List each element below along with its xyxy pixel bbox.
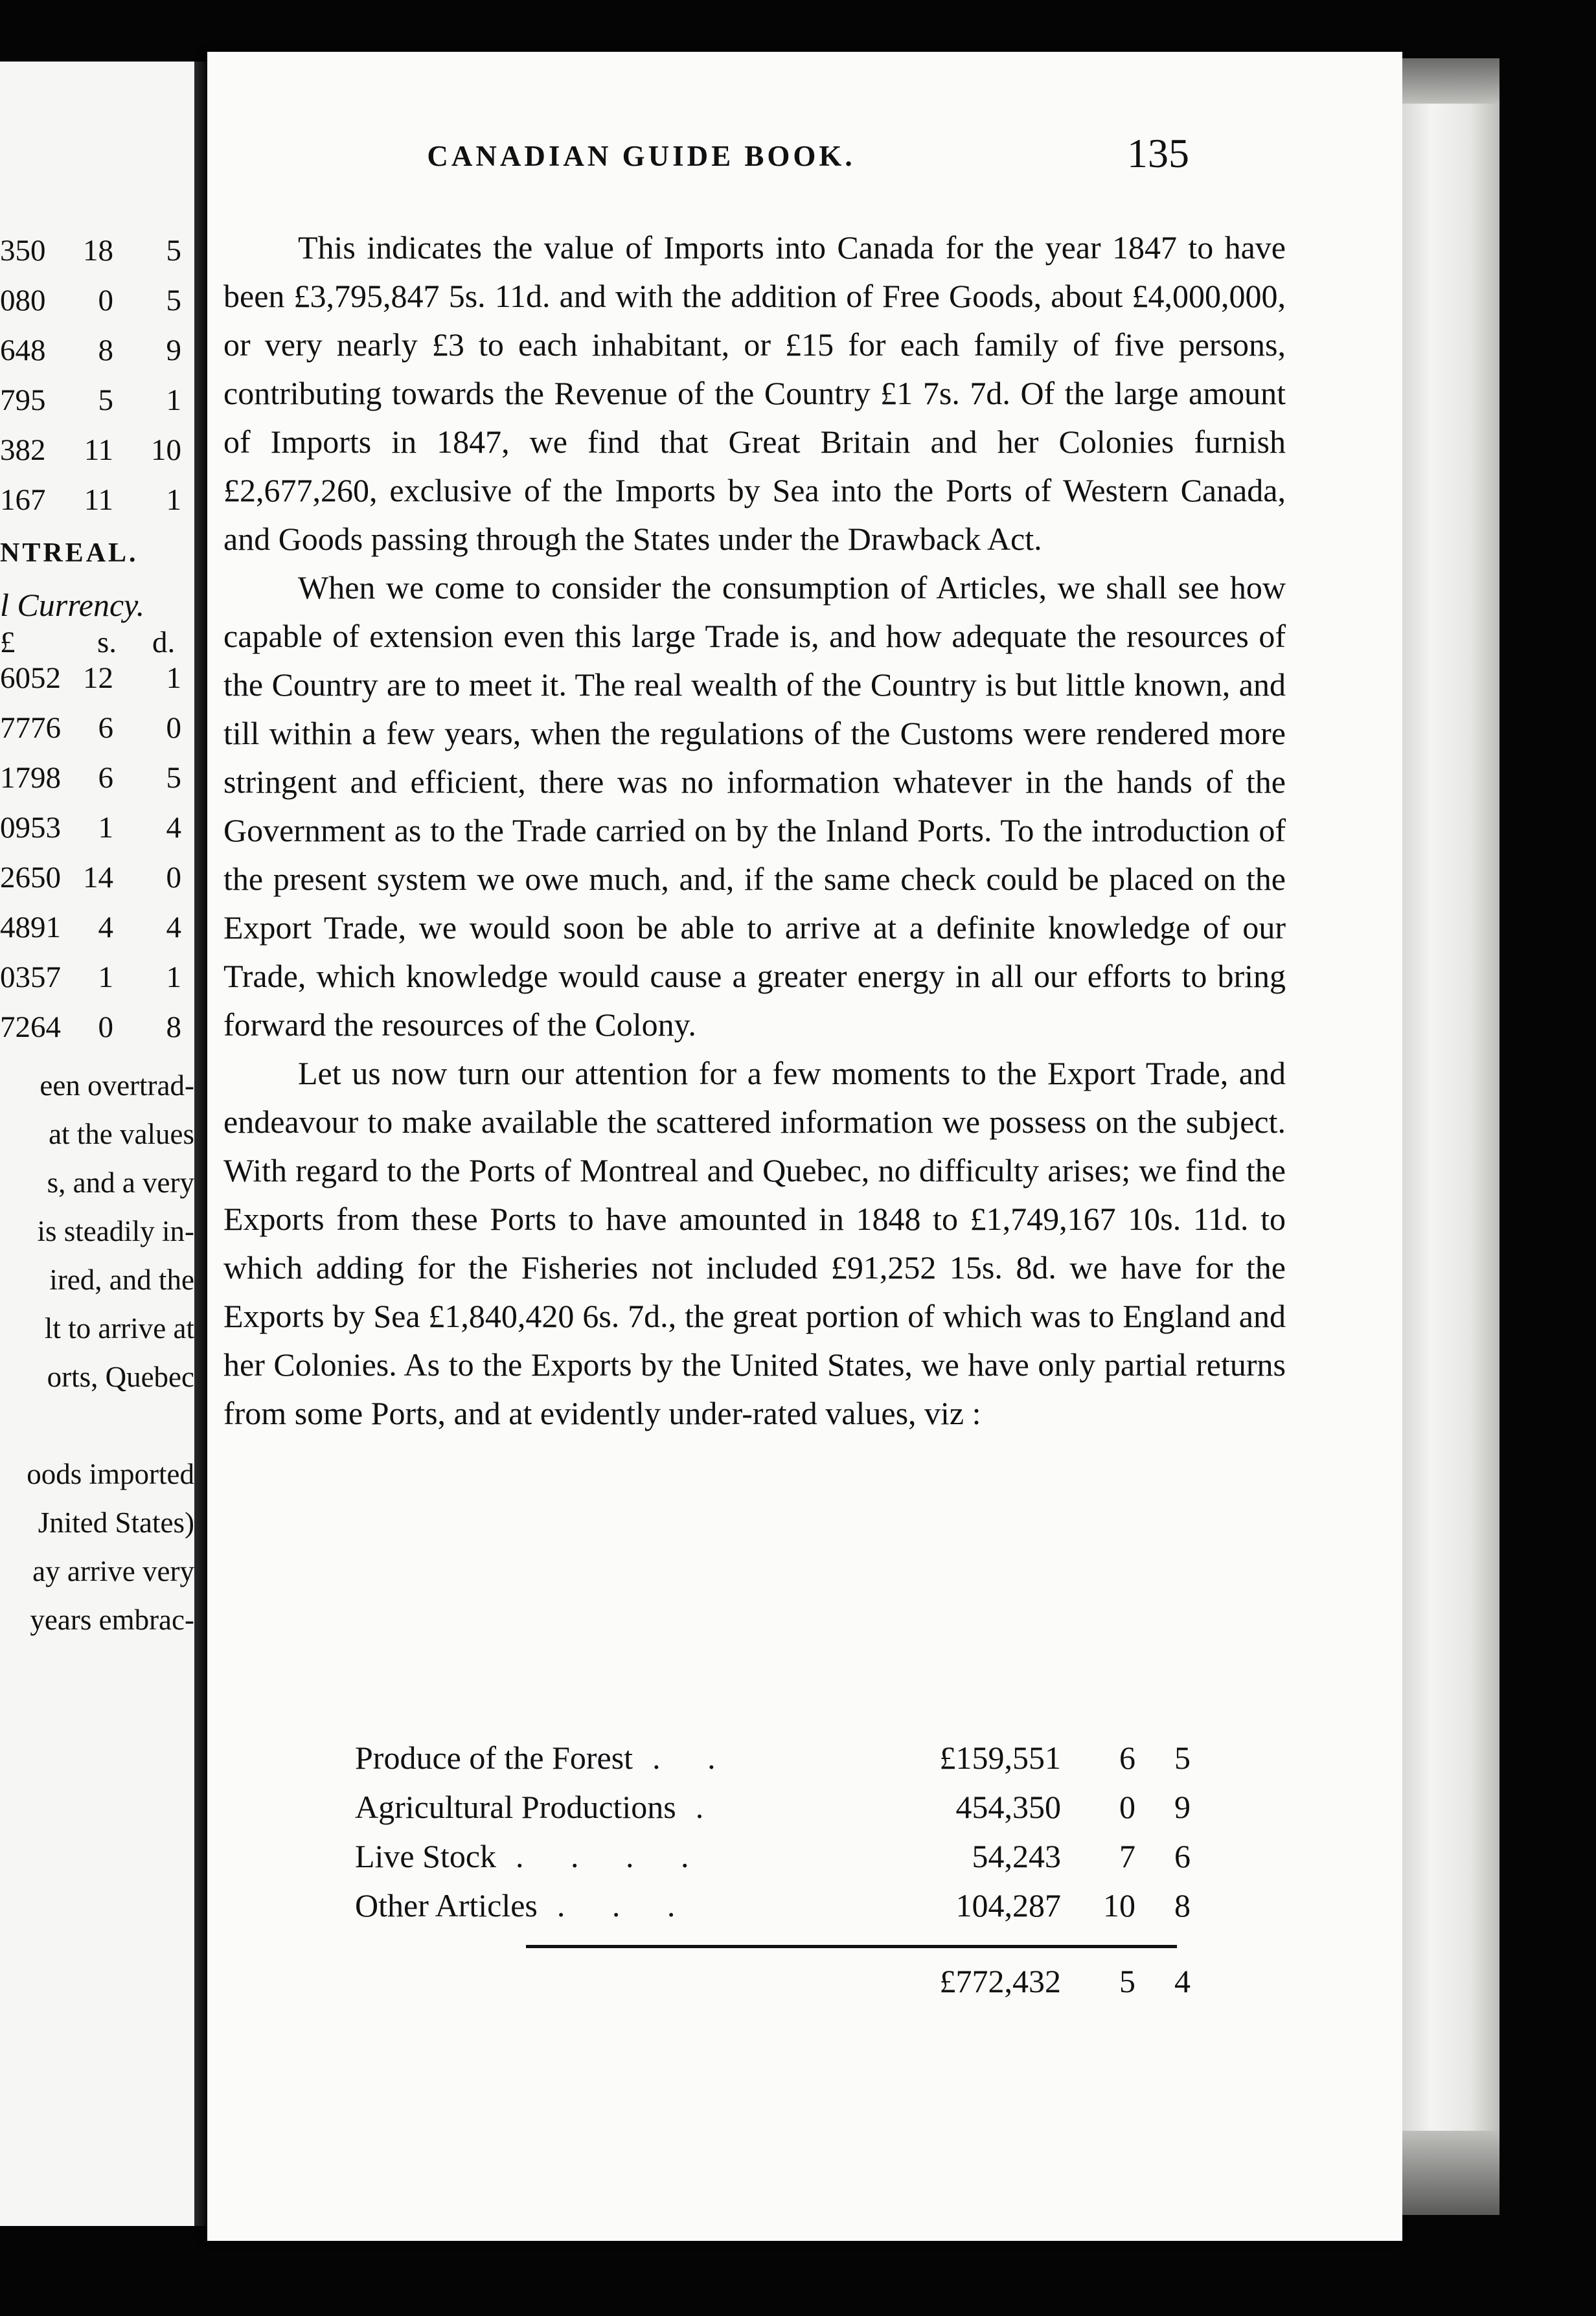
row-shillings: 6 xyxy=(1119,1740,1135,1776)
facing-figure-pounds: 350 xyxy=(0,234,46,267)
row-pence: 6 xyxy=(1174,1838,1191,1874)
facing-figure-pounds: 167 xyxy=(0,483,46,517)
facing-figure-pence: 5 xyxy=(166,761,181,795)
row-label xyxy=(355,1788,723,1826)
row-shillings: 0 xyxy=(1119,1789,1135,1825)
row-label-text: Live Stock xyxy=(355,1838,497,1874)
paragraph-consumption: When we come to consider the consumption of Articles, we shall see how capable of extension even this large Trade is, and how adequate the resources of the Country are to meet it. The real wealth of the Country is but little known, and till within a few years, when the regulations of the Customs were rendered more stringent and efficient, there was no information whatever in the hands of the Government as to the Trade carried on by the Inland Ports. To the introduction of the present system we owe much, and, if the same check could be placed on the Export Trade, we would soon be able to arrive at a definite knowledge of our Trade, which knowledge would cause a greater energy in all our efforts to bring forward the resources of the Colony. xyxy=(223,569,1286,1043)
facing-figure-pounds: 0357 xyxy=(0,960,61,994)
exports-table-row xyxy=(355,1739,1191,1788)
facing-subheading: l Currency. xyxy=(0,587,145,623)
row-label xyxy=(355,1739,735,1777)
facing-figure-pounds: 6052 xyxy=(0,661,61,695)
row-shillings: 10 xyxy=(1103,1887,1135,1924)
row-shillings: 7 xyxy=(1119,1838,1135,1874)
facing-figure-pounds: 7264 xyxy=(0,1010,61,1044)
facing-text-line: is steadily in- xyxy=(37,1215,194,1247)
total-rule xyxy=(526,1945,1177,1948)
facing-figure-shillings: 6 xyxy=(98,711,113,745)
facing-figure-pounds: 648 xyxy=(0,334,46,367)
facing-text-line: een overtrad- xyxy=(40,1069,194,1102)
facing-figure-pounds: 382 xyxy=(0,433,46,467)
facing-text-line: lt to arrive at xyxy=(44,1312,194,1345)
facing-figure-shillings: 0 xyxy=(98,1010,113,1044)
facing-col-pound: £ xyxy=(0,626,16,659)
facing-text-line: ay arrive very xyxy=(32,1555,194,1587)
body-text xyxy=(223,223,1286,1438)
facing-figure-pence: 0 xyxy=(166,861,181,894)
facing-heading: NTREAL. xyxy=(0,538,139,568)
facing-figure-pounds: 1798 xyxy=(0,761,61,795)
facing-figure-pence: 8 xyxy=(166,1010,181,1044)
exports-table-row xyxy=(355,1887,1191,1936)
facing-figure-shillings: 14 xyxy=(83,861,113,894)
facing-figure-pence: 10 xyxy=(151,433,181,467)
facing-figure-pence: 1 xyxy=(166,960,181,994)
facing-col-d: d. xyxy=(152,626,176,659)
row-pence: 5 xyxy=(1174,1740,1191,1776)
facing-page xyxy=(0,62,194,2226)
facing-text-line: oods imported xyxy=(27,1458,194,1490)
row-pence: 8 xyxy=(1174,1887,1191,1924)
facing-figure-pence: 1 xyxy=(166,383,181,417)
total-pence: 4 xyxy=(1174,1963,1191,1999)
facing-figure-shillings: 12 xyxy=(83,661,113,695)
facing-figure-pounds: 2650 xyxy=(0,861,61,894)
leader-dots: . . xyxy=(652,1740,735,1776)
row-pounds: 454,350 xyxy=(955,1789,1061,1825)
facing-figure-shillings: 1 xyxy=(98,811,113,845)
page-number: 135 xyxy=(1127,130,1189,176)
running-head: CANADIAN GUIDE BOOK. xyxy=(427,140,856,172)
facing-figure-pounds: 795 xyxy=(0,383,46,417)
paragraph-imports: This indicates the value of Imports into Canada for the year 1847 to have been £3,795,847 5s. 11d. and with the addition of Free Goods, about £4,000,000, or very nearly £3 to each inhabitant, or £15 for each family of five persons, contributing towards the Revenue of the Country £1 7s. 7d. Of the large amount of Imports in 1847, we find that Great Britain and her Colonies furnish £2,677,260, exclusive of the Imports by Sea into the Ports of Western Canada, and Goods passing through the States under the Drawback Act. xyxy=(223,229,1286,557)
row-pounds: 104,287 xyxy=(955,1887,1061,1924)
paragraph-export-trade: Let us now turn our attention for a few moments to the Export Trade, and endeavour to make available the scattered information we possess on the subject. With regard to the Ports of Montreal and Quebec, no difficulty arises; we find the Exports from these Ports to have amounted in 1848 to £1,749,167 10s. 11d. to which adding for the Fisheries not included £91,252 15s. 8d. we have for the Exports by Sea £1,840,420 6s. 7d., the great portion of which was to England and her Colonies. As to the Exports by the United States, we have only partial returns from some Ports, and at evidently under-rated values, viz : xyxy=(223,1055,1286,1431)
facing-figure-pounds: 080 xyxy=(0,284,46,317)
facing-figure-shillings: 4 xyxy=(98,911,113,944)
facing-figure-pence: 1 xyxy=(166,483,181,517)
facing-figure-pence: 4 xyxy=(166,811,181,845)
facing-figure-pounds: 0953 xyxy=(0,811,61,845)
row-pounds: 54,243 xyxy=(972,1838,1061,1874)
edge-shadow-bottom xyxy=(1402,2131,1499,2215)
facing-figure-shillings: 18 xyxy=(83,234,113,267)
facing-text-line: Jnited States) xyxy=(38,1506,194,1539)
exports-table-row xyxy=(355,1837,1191,1887)
facing-figure-pence: 9 xyxy=(166,334,181,367)
total-pounds: £772,432 xyxy=(939,1963,1061,1999)
facing-text-line: at the values xyxy=(49,1118,194,1150)
row-label-text: Other Articles xyxy=(355,1887,538,1924)
row-pounds: £159,551 xyxy=(939,1740,1061,1776)
facing-figure-shillings: 6 xyxy=(98,761,113,795)
facing-figure-shillings: 11 xyxy=(84,433,113,467)
row-pence: 9 xyxy=(1174,1789,1191,1825)
exports-table-row xyxy=(355,1788,1191,1837)
facing-figure-shillings: 8 xyxy=(98,334,113,367)
leader-dots: . . . . xyxy=(516,1838,709,1874)
page-edges xyxy=(1402,58,1499,2215)
facing-text-line: years embrac- xyxy=(30,1604,194,1636)
facing-figure-pence: 5 xyxy=(166,234,181,267)
row-label xyxy=(355,1837,709,1875)
facing-figure-shillings: 5 xyxy=(98,383,113,417)
facing-figure-pence: 1 xyxy=(166,661,181,695)
row-label xyxy=(355,1887,694,1924)
facing-figure-pence: 5 xyxy=(166,284,181,317)
exports-total-row xyxy=(355,1962,1191,2012)
facing-col-s: s. xyxy=(97,626,117,659)
facing-text-line: s, and a very xyxy=(47,1166,194,1199)
total-shillings: 5 xyxy=(1119,1963,1135,1999)
facing-figure-pence: 4 xyxy=(166,911,181,944)
facing-text-line: orts, Quebec xyxy=(47,1361,194,1393)
leader-dots: . xyxy=(695,1789,724,1825)
facing-figure-pounds: 4891 xyxy=(0,911,61,944)
facing-text-line: ired, and the xyxy=(49,1264,194,1296)
facing-figure-pounds: 7776 xyxy=(0,711,61,745)
row-label-text: Agricultural Productions xyxy=(355,1789,676,1825)
leader-dots: . . . xyxy=(556,1887,695,1924)
facing-figure-shillings: 1 xyxy=(98,960,113,994)
facing-figure-shillings: 11 xyxy=(84,483,113,517)
row-label-text: Produce of the Forest xyxy=(355,1740,633,1776)
facing-figure-shillings: 0 xyxy=(98,284,113,317)
facing-figure-pence: 0 xyxy=(166,711,181,745)
exports-table xyxy=(355,1739,1191,1936)
edge-shadow-top xyxy=(1402,58,1499,104)
